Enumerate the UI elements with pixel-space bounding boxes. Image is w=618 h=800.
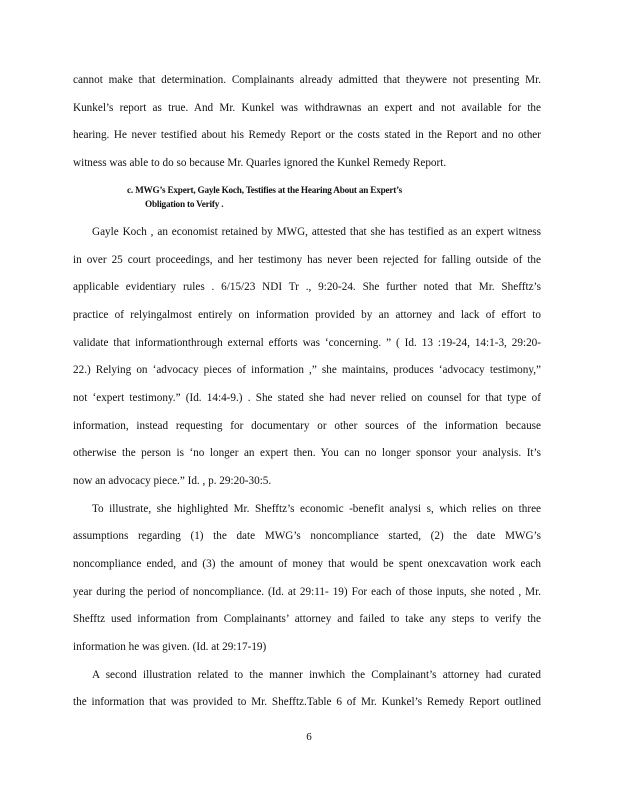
text-line: A second illustration related to the manner inwhich the Complainant’s attorney had curated <box>92 669 541 681</box>
text-line: information, instead requesting for documentary or other sources of the information because <box>73 420 541 432</box>
text-line: otherwise the person is ‘no longer an expert then. You can no longer sponsor your analysis. It’s <box>73 447 541 459</box>
text-line: practice of relyingalmost entirely on information provided by an attorney and lack of effort to <box>73 309 541 321</box>
text-line: year during the period of noncompliance. (Id. at 29:11- 19) For each of those inputs, she noted , Mr. <box>73 586 541 598</box>
text-line: assumptions regarding (1) the date MWG’s noncompliance started, (2) the date MWG’s <box>73 530 541 542</box>
section-heading-line: Obligation to Verify . <box>145 199 224 209</box>
text-line: the information that was provided to Mr. Shefftz.Table 6 of Mr. Kunkel’s Remedy Report outlined <box>73 696 541 708</box>
text-line: Gayle Koch , an economist retained by MWG, attested that she has testified as an expert witness <box>92 226 541 238</box>
text-line: hearing. He never testified about his Remedy Report or the costs stated in the Report and no other <box>73 129 541 141</box>
text-line: information he was given. (Id. at 29:17-19) <box>73 641 267 653</box>
text-line: now an advocacy piece.” Id. , p. 29:20-30:5. <box>73 475 272 487</box>
text-line: in over 25 court proceedings, and her testimony has never been rejected for falling outside of the <box>73 254 541 266</box>
page-number: 6 <box>306 731 312 743</box>
text-line: applicable evidentiary rules . 6/15/23 NDI Tr ., 9:20-24. She further noted that Mr. Shefftz’s <box>73 281 541 293</box>
text-line: Shefftz used information from Complainants’ attorney and failed to take any steps to verify the <box>73 613 541 625</box>
text-line: Kunkel’s report as true. And Mr. Kunkel was withdrawnas an expert and not available for the <box>73 102 541 114</box>
text-line: To illustrate, she highlighted Mr. Shefftz’s economic -benefit analysi s, which relies on three <box>92 503 541 515</box>
section-heading-line: c. MWG’s Expert, Gayle Koch, Testifies at the Hearing About an Expert’s <box>127 185 403 195</box>
text-line: witness was able to do so because Mr. Quarles ignored the Kunkel Remedy Report. <box>73 157 447 169</box>
text-line: 22.) Relying on ‘advocacy pieces of information ,” she maintains, produces ‘advocacy testimony,” <box>73 364 541 376</box>
text-line: not ‘expert testimony.” (Id. 14:4-9.) . She stated she had never relied on counsel for that type of <box>73 392 541 404</box>
text-line: cannot make that determination. Complainants already admitted that theywere not presenting Mr. <box>73 74 541 86</box>
text-line: noncompliance ended, and (3) the amount of money that would be spent onexcavation work each <box>73 558 541 570</box>
text-line: validate that informationthrough external efforts was ‘concerning. ” ( Id. 13 :19-24, 14:1-3, 29:20- <box>73 337 541 349</box>
